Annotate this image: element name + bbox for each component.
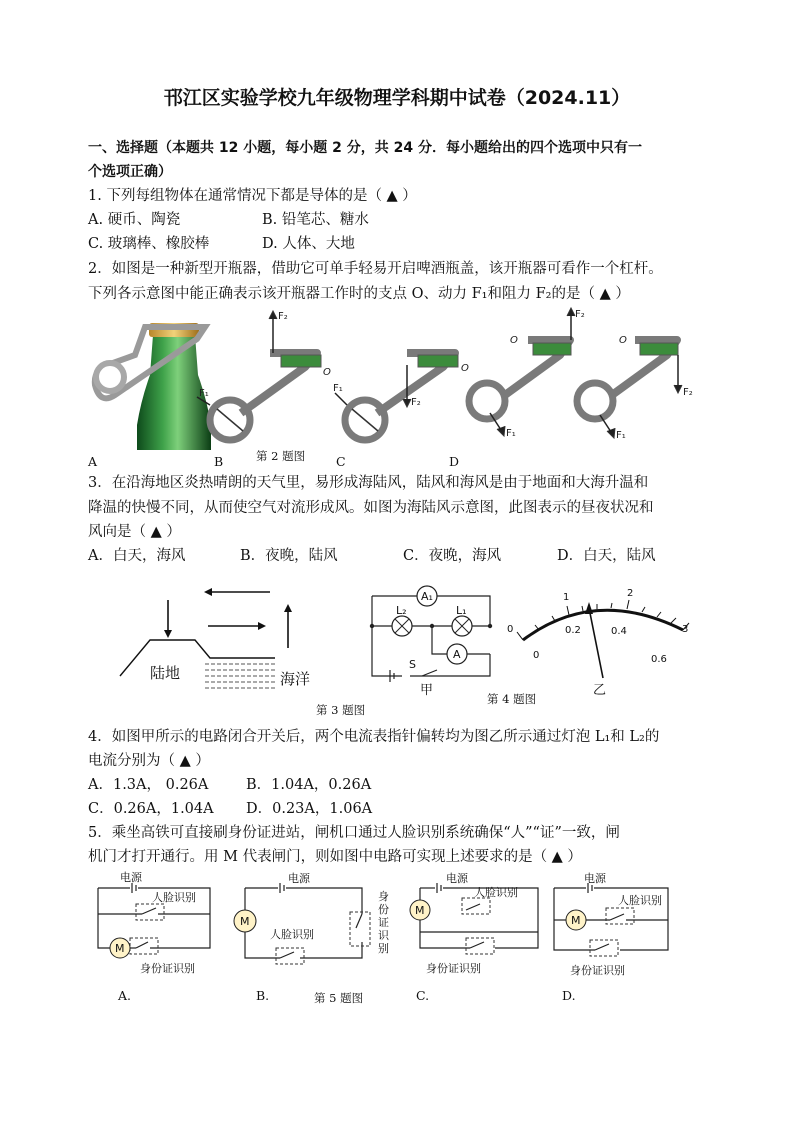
q4-option-b: B．1.04A，0.26A (246, 777, 372, 793)
q2-stem-line1: 2．如图是一种新型开瓶器，借助它可单手轻易开启啤酒瓶盖，该开瓶器可看作一个杠杆。 (88, 261, 663, 277)
q5-a-power: 电源 (120, 871, 142, 884)
q4-ammeter-dial-yi (505, 580, 700, 698)
q4-dial-top-3: 3 (682, 624, 689, 635)
section-heading-line1: 一、选择题（本题共 12 小题，每小题 2 分，共 24 分．每小题给出的四个选项中只有一 (88, 140, 642, 156)
q3-option-c: C．夜晚，海风 (403, 548, 502, 564)
q4-dial-top-0: 0 (507, 624, 514, 635)
section-heading-line2: 个选项正确） (88, 164, 172, 180)
q3-sea-label: 海洋 (280, 670, 311, 688)
q5-c-face: 人脸识别 (474, 886, 518, 899)
q5-option-d-label: D. (562, 988, 576, 1003)
q5-stem-line1: 5．乘坐高铁可直接刷身份证进站，闸机口通过人脸识别系统确保“人”“证”一致，闸 (88, 825, 620, 841)
q2-option-d-label: D (449, 454, 460, 469)
q5-d-id: 身份证识别 (570, 964, 625, 977)
q4-lamp-l2-label: L₂ (396, 604, 407, 617)
q5-c-power: 电源 (446, 872, 468, 885)
q2-d1-f2-label: F₂ (575, 309, 585, 320)
q3-stem-line3: 风向是（ ▲ ） (88, 524, 181, 540)
q1-option-c: C. 玻璃棒、橡胶棒 (88, 236, 210, 252)
q5-d-power: 电源 (584, 872, 606, 885)
q3-option-b: B．夜晚，陆风 (240, 548, 338, 564)
q3-stem-line2: 降温的快慢不同，从而使空气对流形成风。如图为海陆风示意图，此图表示的昼夜状况和 (88, 500, 654, 516)
q4-dial-top-2: 2 (627, 588, 634, 599)
q5-c-id: 身份证识别 (426, 962, 481, 975)
q4-yi-label: 乙 (593, 683, 607, 698)
q3-option-d: D．白天，陆风 (557, 548, 656, 564)
q2-d2-f2-label: F₂ (683, 387, 693, 398)
q3-land-label: 陆地 (150, 664, 181, 682)
q2-d1-f1-label: F₁ (506, 428, 516, 439)
q2-c-f1-label: F₁ (333, 383, 343, 394)
q2-caption: 第 2 题图 (256, 449, 306, 463)
q4-stem-line1: 4．如图甲所示的电路闭合开关后，两个电流表指针偏转均为图乙所示通过灯泡 L₁和 L₂的 (88, 729, 660, 745)
q4-ammeter-a-label: A (453, 648, 461, 661)
q4-dial-bottom-06: 0.6 (651, 654, 667, 665)
q4-option-c: C．0.26A，1.04A (88, 801, 214, 817)
q5-option-c-label: C. (416, 988, 430, 1003)
q3-caption: 第 3 题图 (316, 703, 366, 717)
q3-option-a: A．白天，海风 (88, 548, 186, 564)
q3-sea-land-figure (110, 578, 350, 693)
q4-dial-bottom-04: 0.4 (611, 626, 627, 637)
q5-b-face: 人脸识别 (270, 928, 314, 941)
q2-diagram-b (197, 311, 321, 440)
exam-title: 邗江区实验学校九年级物理学科期中试卷（2024.11） (163, 87, 631, 109)
q5-caption: 第 5 题图 (314, 991, 364, 1005)
q5-stem-line2: 机门才打开通行。用 M 代表闸门，则如图中电路可实现上述要求的是（ ▲ ） (88, 849, 582, 865)
q5-a-id: 身份证识别 (140, 962, 195, 975)
q2-c-f2-label: F₂ (411, 397, 421, 408)
q4-stem-line2: 电流分别为（ ▲ ） (88, 753, 210, 769)
q5-d-face: 人脸识别 (618, 894, 662, 907)
q4-lamp-l1-label: L₁ (456, 604, 467, 617)
q1-option-a: A. 硬币、陶瓷 (88, 212, 181, 228)
q2-b-f1-label: F₁ (199, 388, 209, 399)
q2-d1-o-label: O (510, 335, 518, 346)
q2-stem-line2: 下列各示意图中能正确表示该开瓶器工作时的支点 O、动力 F₁和阻力 F₂的是（ ▲ ） (88, 286, 630, 302)
q2-diagram-c (335, 353, 458, 440)
q2-d2-o-label: O (619, 335, 627, 346)
q5-option-b-label: B. (256, 988, 270, 1003)
q3-stem-line1: 3．在沿海地区炎热晴朗的天气里，易形成海陆风，陆风和海风是由于地面和大海升温和 (88, 475, 649, 491)
q2-photo-bottle-opener (95, 323, 211, 450)
q5-b-power: 电源 (288, 872, 310, 885)
q2-b-f2-label: F₂ (278, 311, 288, 322)
q5-option-a-label: A. (118, 988, 132, 1003)
q2-diagram-d1 (469, 308, 575, 436)
q2-b-o-label: O (323, 367, 331, 378)
q4-option-d: D．0.23A，1.06A (246, 801, 373, 817)
q5-c-motor: M (415, 904, 425, 917)
q4-jia-label: 甲 (420, 683, 434, 698)
q1-option-b: B. 铅笔芯、糖水 (262, 212, 369, 228)
q5-d-motor: M (571, 914, 581, 927)
q1-stem: 1. 下列每组物体在通常情况下都是导体的是（ ▲ ） (88, 188, 417, 204)
q5-circuits-figure (90, 870, 710, 980)
q2-diagram-d2 (577, 340, 682, 438)
q4-dial-bottom-02: 0.2 (565, 625, 581, 636)
q5-b-motor: M (240, 915, 250, 928)
q2-option-b-label: B (214, 454, 224, 469)
q2-option-c-label: C (336, 454, 346, 469)
q2-c-o-label: O (461, 363, 469, 374)
q5-a-motor: M (115, 942, 125, 955)
q5-b-id-vertical: 身份证识别 (378, 890, 389, 955)
q4-dial-bottom-0: 0 (533, 650, 540, 661)
q1-option-d: D. 人体、大地 (262, 236, 355, 252)
q4-caption: 第 4 题图 (487, 692, 537, 706)
q5-a-face: 人脸识别 (152, 891, 196, 904)
q4-switch-label: S (409, 658, 416, 671)
q4-option-a: A．1.3A， 0.26A (88, 777, 209, 793)
q2-figure (85, 305, 715, 470)
q4-dial-top-1: 1 (563, 592, 570, 603)
q4-ammeter-a1-label: A₁ (421, 590, 433, 603)
q4-circuit-jia (362, 578, 502, 696)
q2-d2-f1-label: F₁ (616, 430, 626, 441)
q2-option-a-label: A (88, 454, 98, 469)
